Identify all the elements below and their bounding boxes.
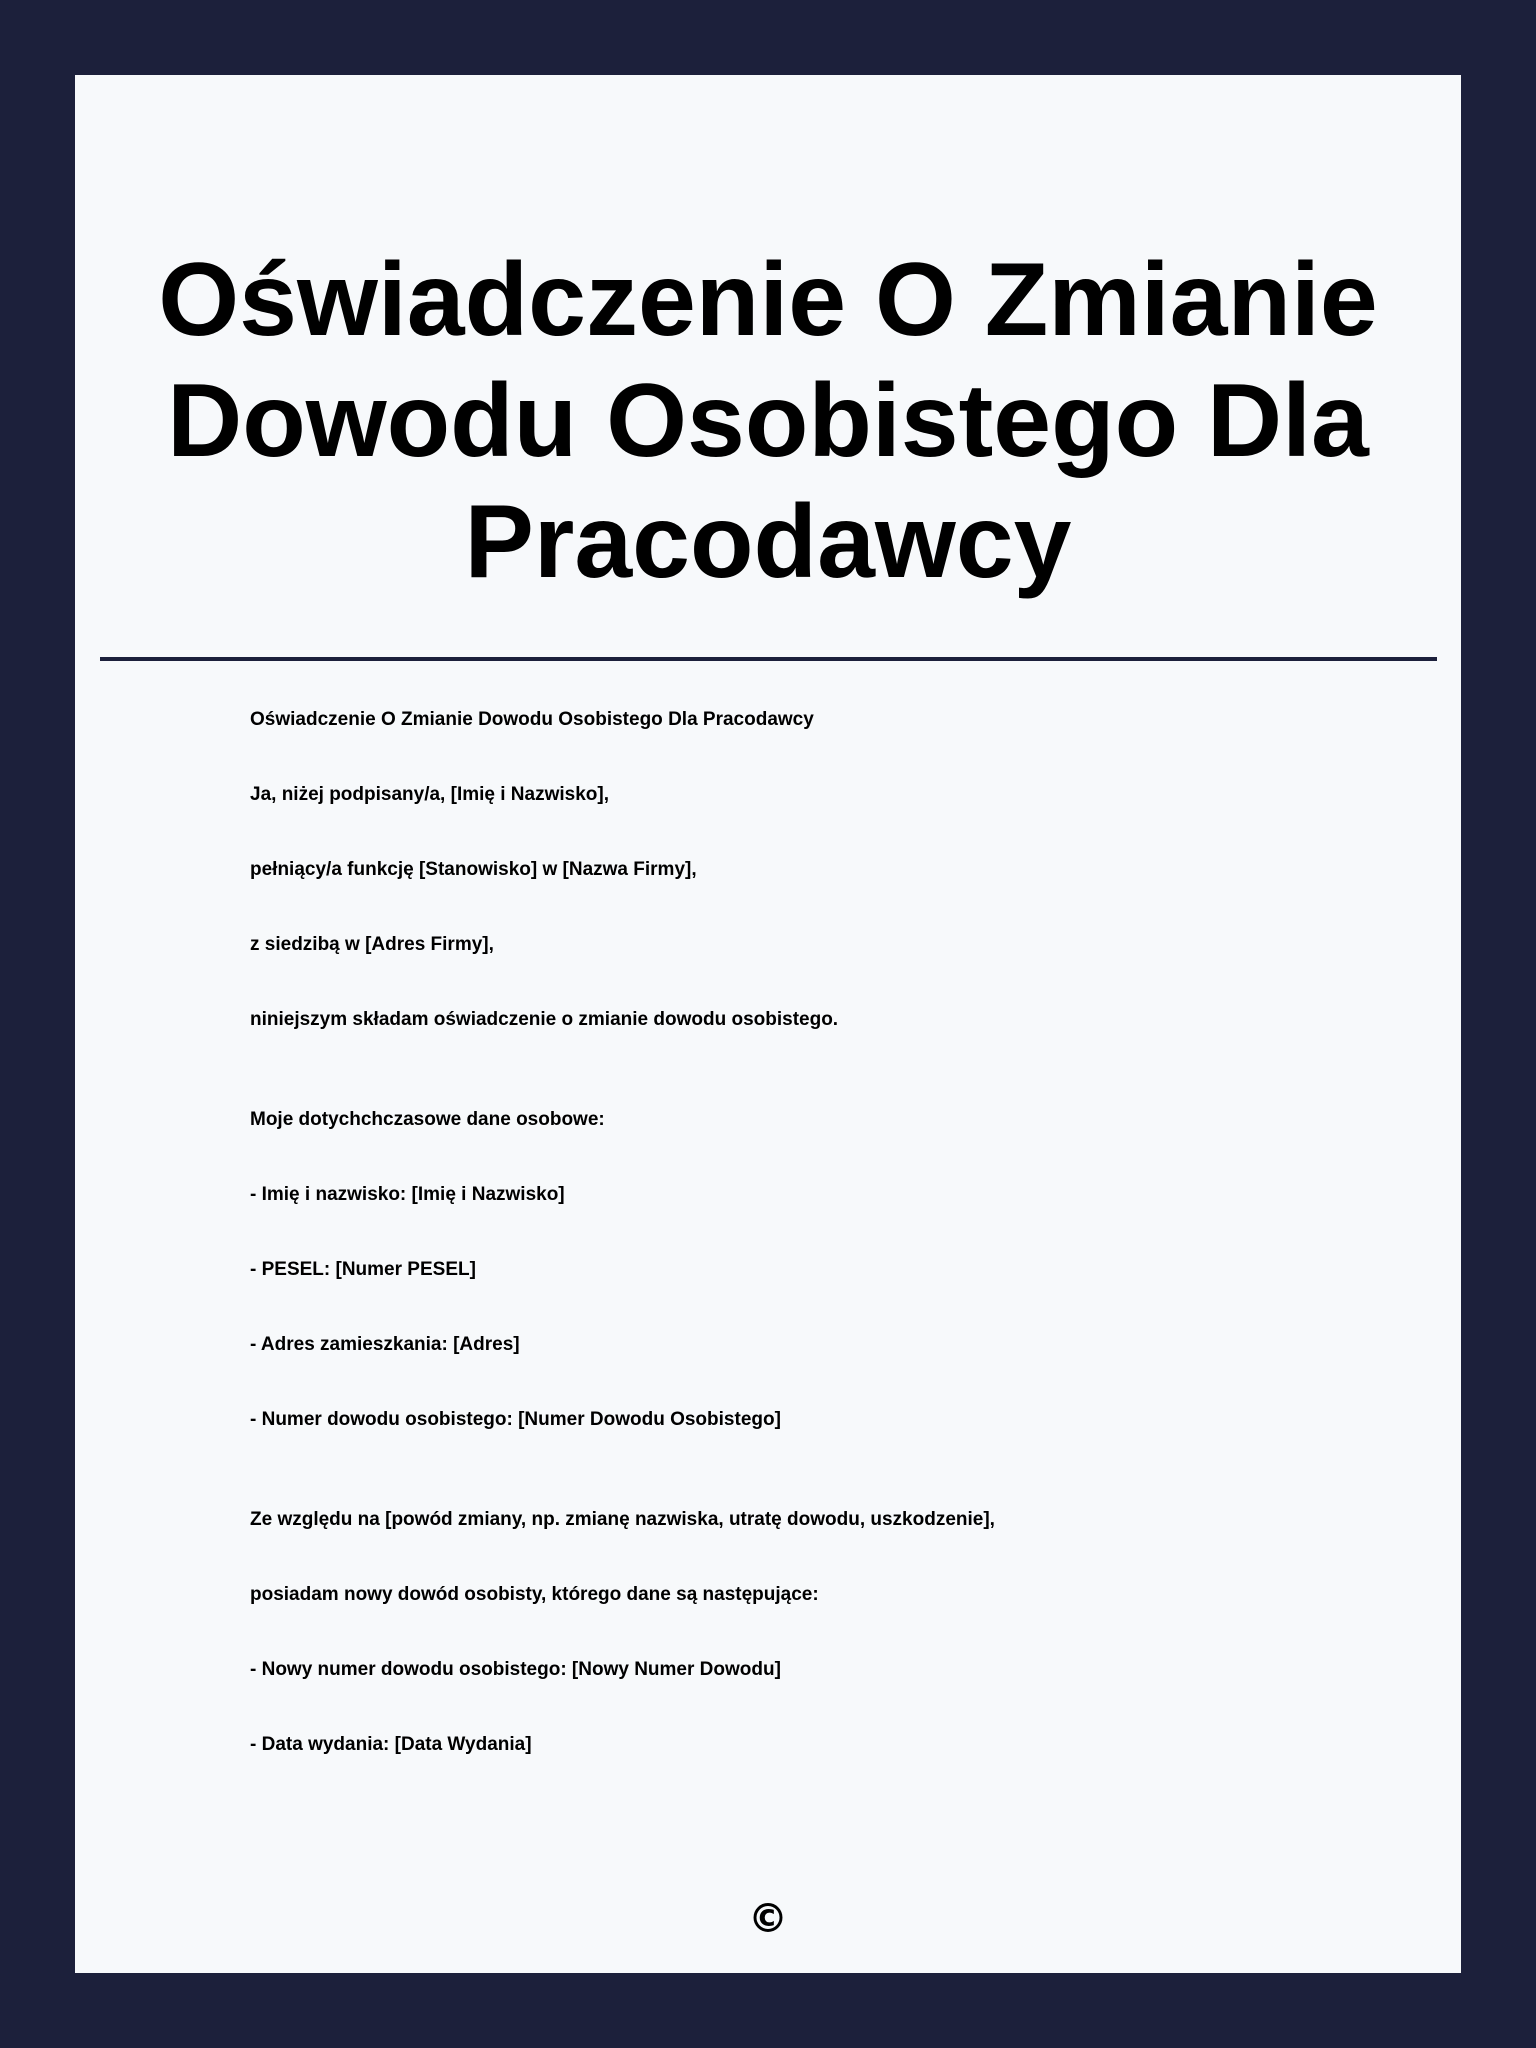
previous-data-label: Moje dotychchczasowe dane osobowe: (250, 1109, 605, 1130)
change-reason: Ze względu na [powód zmiany, np. zmianę nazwiska, utratę dowodu, uszkodzenie], (250, 1509, 995, 1530)
new-data-label: posiadam nowy dowód osobisty, którego dane są następujące: (250, 1584, 819, 1605)
intro-line: pełniący/a funkcję [Stanowisko] w [Nazwa Firmy], (250, 859, 697, 880)
intro-line: z siedzibą w [Adres Firmy], (250, 934, 494, 955)
title-divider (100, 657, 1437, 661)
previous-data-item: - Adres zamieszkania: [Adres] (250, 1334, 520, 1355)
heading-line: Oświadczenie O Zmianie Dowodu Osobistego Dla Pracodawcy (250, 709, 814, 730)
previous-data-item: - Imię i nazwisko: [Imię i Nazwisko] (250, 1184, 565, 1205)
previous-data-item: - Numer dowodu osobistego: [Numer Dowodu Osobistego] (250, 1409, 781, 1430)
intro-line: niniejszym składam oświadczenie o zmianie dowodu osobistego. (250, 1009, 839, 1030)
document-title: Oświadczenie O Zmianie Dowodu Osobistego Dla Pracodawcy (158, 242, 1378, 600)
copyright-icon: © (748, 1896, 788, 1942)
document-page (75, 75, 1461, 1973)
new-data-item: - Nowy numer dowodu osobistego: [Nowy Numer Dowodu] (250, 1659, 781, 1680)
previous-data-item: - PESEL: [Numer PESEL] (250, 1259, 476, 1280)
intro-line: Ja, niżej podpisany/a, [Imię i Nazwisko], (250, 784, 609, 805)
new-data-item: - Data wydania: [Data Wydania] (250, 1734, 532, 1755)
